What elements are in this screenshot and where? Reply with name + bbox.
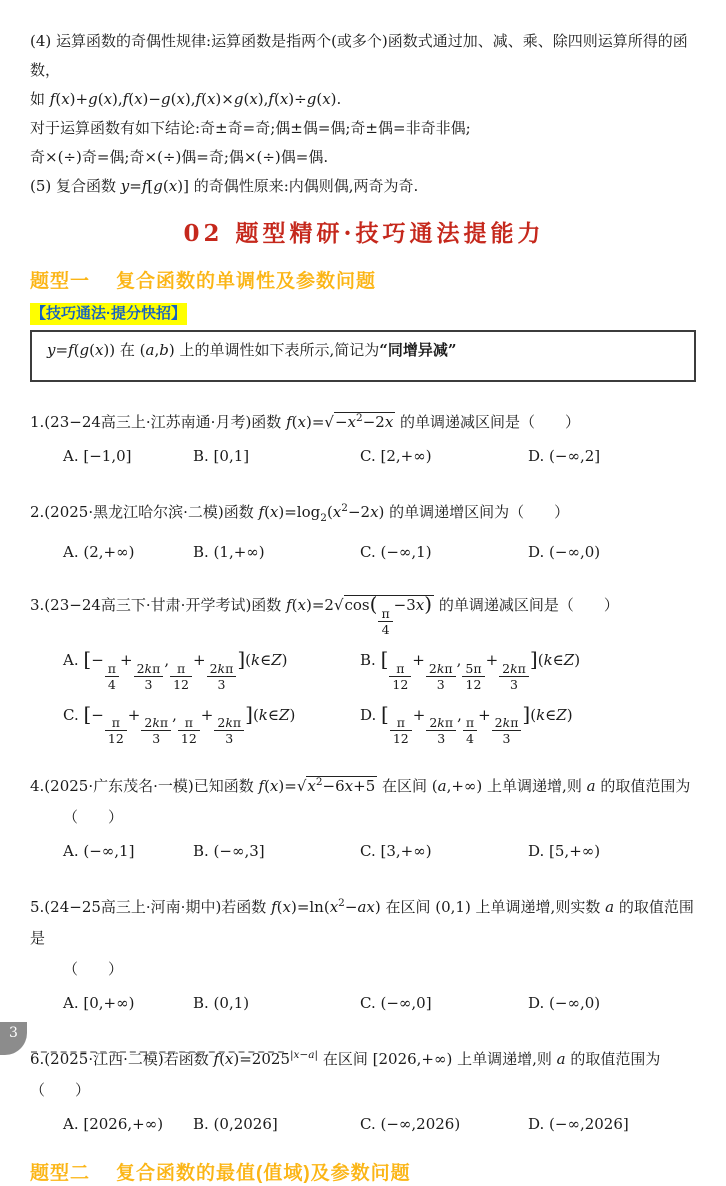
question-2-stem: 2.(2025·黑龙江哈尔滨·二模)函数 $f(x)=\log_2(x^2-2x)$ 的单调递增区间为（ ） <box>30 502 570 524</box>
question-6-stem: 6.(2025·江西·二模)若函数 $f(x)=2025^{|x-a|}$ 在区间 [2026,+∞) 上单调递增,则 a 的取值范围为（ ） <box>30 1049 661 1100</box>
question-1-stem: 1.(23−24高三上·江苏南通·月考)函数 $f(x)=√-x^2-2x$ 的单调递减区间是（ ） <box>30 412 581 431</box>
option-b: B. (0,1) <box>193 994 250 1013</box>
question-3-options-row-2 <box>63 702 698 747</box>
note-line-4b: 如 f(x)+g(x),f(x)−g(x),f(x)×g(x),f(x)÷g(x). <box>30 90 342 108</box>
topic-1-label: 题型一 <box>30 271 91 292</box>
question-3-options-row-1 <box>63 647 698 692</box>
note-line-5: (5) 复合函数 y=f[g(x)] 的奇偶性原来:内偶则偶,两奇为奇. <box>30 177 419 195</box>
question-1-options <box>63 441 698 472</box>
option-b: B. (0,2026] <box>193 1115 278 1134</box>
note-line-conclusion-1: 对于运算函数有如下结论:奇±奇=奇;偶±偶=偶;奇±偶=非奇非偶; <box>30 119 471 137</box>
question-5 <box>30 888 698 1019</box>
tip-badge: 【技巧通法·提分快招】 <box>30 303 187 325</box>
option-b: B. (−∞,3] <box>193 842 265 861</box>
option-d: D. (−∞,2026] <box>528 1115 629 1134</box>
option-c: C. (−∞,1) <box>360 543 432 561</box>
option-c: C. [3,+∞) <box>360 842 432 861</box>
question-5-stem: 5.(24−25高三上·河南·期中)若函数 $f(x)=\ln(x^2-ax)$ 在区间 (0,1) 上单调递增,则实数 a 的取值范围是 <box>30 897 694 948</box>
page-footer <box>0 1022 284 1055</box>
section-title: 02 题型精研·技巧通法提能力 <box>183 220 545 247</box>
topic-2-title: 复合函数的最值(值域)及参数问题 <box>116 1163 411 1185</box>
question-4-options <box>63 836 698 867</box>
question-3-stem: 3.(23−24高三下·甘肃·开学考试)函数 f(x)=2√cos( $\frac{\pi}{4}$ −3x) 的单调递减区间是（ ） <box>30 592 619 637</box>
topic-1-title: 复合函数的单调性及参数问题 <box>116 271 377 292</box>
note-line-4: (4) 运算函数的奇偶性规律:运算函数是指两个(或多个)函数式通过加、减、乘、除四则运算所得的函数， <box>30 32 688 79</box>
option-a: A. [− $\frac{\pi}{4}$ + $\frac{2k\pi}{3}$ , $\frac{\pi}{12}$ + $\frac{2k\pi}{3}$ ](k∈Z) <box>63 646 288 692</box>
question-2 <box>30 493 698 568</box>
option-b: B. (1,+∞) <box>193 543 265 561</box>
option-c: C. (−∞,0] <box>360 994 432 1013</box>
question-5-options <box>63 988 698 1019</box>
question-1 <box>30 403 698 472</box>
option-a: A. (2,+∞) <box>63 543 135 561</box>
topic-2-label: 题型二 <box>30 1163 91 1185</box>
page-number-tab <box>0 1022 27 1055</box>
option-d: D. [ $\frac{\pi}{12}$ + $\frac{2k\pi}{3}$ , $\frac{\pi}{4}$ + $\frac{2k\pi}{3}$ ](k∈Z) <box>360 701 573 747</box>
option-a: A. [2026,+∞) <box>63 1115 164 1134</box>
question-4-stem: 4.(2025·广东茂名·一模)已知函数 $f(x)=√x^2-6x+5$ 在区间 (a,+∞) 上单调递增,则 a 的取值范围为 <box>30 776 691 796</box>
question-2-options <box>63 537 698 568</box>
question-6 <box>30 1040 698 1140</box>
question-6-options <box>63 1109 698 1140</box>
question-4-answer-blank: （ ） <box>63 808 124 827</box>
topic-1-heading <box>30 269 698 294</box>
page-number: 3 <box>9 1025 18 1041</box>
question-4 <box>30 767 698 867</box>
option-a: A. [−1,0] <box>63 447 132 465</box>
tip-box <box>30 330 696 382</box>
option-d: D. (−∞,2] <box>528 447 601 465</box>
option-a: A. [0,+∞) <box>63 994 135 1013</box>
option-b: B. [ $\frac{\pi}{12}$ + $\frac{2k\pi}{3}$ , $\frac{5\pi}{12}$ + $\frac{2k\pi}{3}$ ](k∈Z) <box>360 646 581 692</box>
notes-section <box>30 27 698 201</box>
option-c: C. [2,+∞) <box>360 447 432 465</box>
option-c: C. [− $\frac{\pi}{12}$ + $\frac{2k\pi}{3}$ , $\frac{\pi}{12}$ + $\frac{2k\pi}{3}$ ](k∈Z) <box>63 701 296 747</box>
option-a: A. (−∞,1] <box>63 842 135 861</box>
option-b: B. [0,1] <box>193 447 250 465</box>
dashed-rule <box>31 1051 284 1053</box>
note-line-conclusion-2: 奇×(÷)奇=偶;奇×(÷)偶=奇;偶×(÷)偶=偶. <box>30 148 329 166</box>
tip-box-text: y=f(g(x)) 在 (a,b) 上的单调性如下表所示,简记为“同增异减” <box>47 341 457 359</box>
option-c: C. (−∞,2026) <box>360 1115 461 1134</box>
question-3 <box>30 589 698 746</box>
option-d: D. (−∞,0) <box>528 543 601 561</box>
question-5-answer-blank: （ ） <box>63 960 124 979</box>
option-d: D. (−∞,0) <box>528 994 601 1013</box>
option-d: D. [5,+∞) <box>528 842 601 861</box>
topic-2-heading <box>30 1161 698 1186</box>
